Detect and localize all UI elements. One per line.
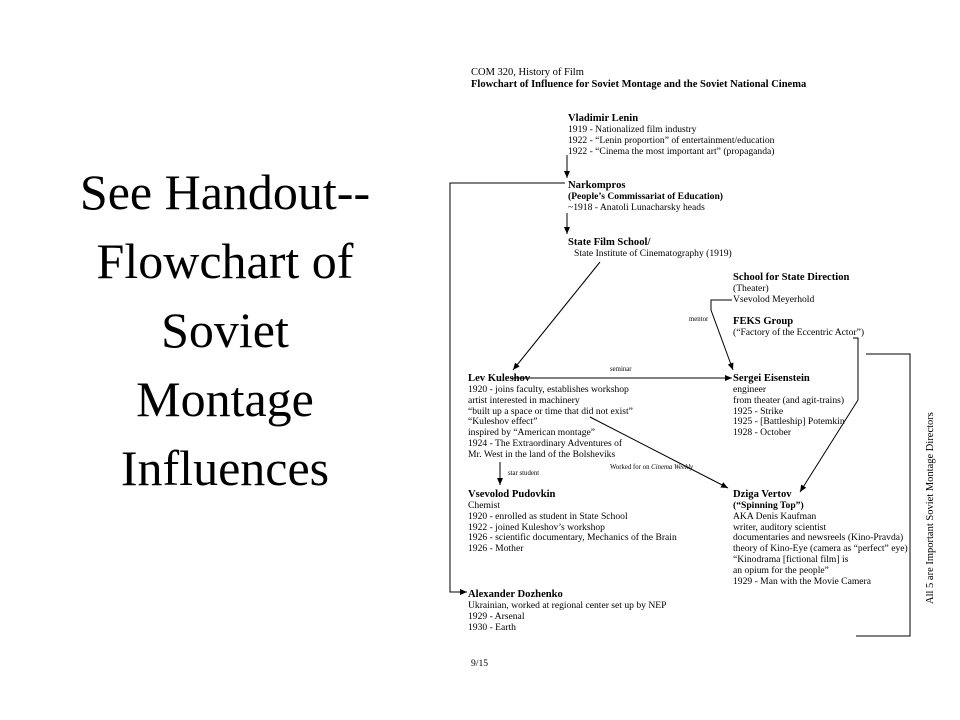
node-line: ~1918 - Anatoli Lunacharsky heads	[568, 201, 705, 213]
title-line: Flowchart of	[96, 233, 354, 289]
title-line: Montage	[136, 371, 314, 427]
node-name: Sergei Eisenstein	[733, 373, 810, 384]
handout-header	[471, 67, 806, 91]
edge-label-publication: Cinema Weekly	[651, 464, 694, 471]
node-line: 1930 - Earth	[468, 621, 516, 633]
node-line: artist interested in machinery	[468, 394, 580, 406]
title-line: Influences	[120, 440, 330, 496]
node-line: 1926 - Mother	[468, 543, 524, 555]
node-name: FEKS Group	[733, 316, 794, 327]
node-line: Ukrainian, worked at regional center set up by NEP	[468, 600, 667, 611]
node-line: “built up a space or time that did not exist”	[468, 405, 633, 417]
edge-label-seminar: seminar	[610, 366, 632, 373]
node-name: Alexander Dozhenko	[468, 589, 563, 600]
node-line: State Institute of Cinematography (1919)	[574, 248, 732, 259]
node-state-direction	[733, 271, 849, 306]
node-name: Vsevolod Pudovkin	[468, 489, 556, 500]
node-line: 1922 - joined Kuleshov’s workshop	[468, 521, 605, 533]
node-name: Dziga Vertov	[733, 489, 792, 500]
node-kuleshov	[468, 372, 633, 461]
node-line: 1922 - “Lenin proportion” of entertainment/education	[568, 134, 775, 146]
node-name: Lev Kuleshov	[468, 373, 531, 384]
node-name: Vladimir Lenin	[568, 113, 639, 124]
node-lenin	[568, 112, 774, 157]
node-line: engineer	[733, 384, 767, 395]
arrow-meyerhold-eisenstein	[711, 300, 733, 370]
node-line: writer, auditory scientist	[733, 521, 827, 533]
node-line: 1925 - Strike	[733, 405, 784, 417]
node-line: from theater (and agit-trains)	[733, 394, 845, 406]
arrow-filmschool-kuleshov	[513, 262, 600, 370]
node-eisenstein	[733, 372, 845, 439]
node-line: Vsevolod Meyerhold	[733, 293, 815, 305]
edge-label-text: Worked for on	[610, 464, 650, 471]
node-line: 1929 - Man with the Movie Camera	[733, 575, 872, 587]
node-name: State Film School/	[568, 237, 651, 248]
node-line: 1920 - joins faculty, establishes workshop	[468, 384, 629, 395]
node-line: “Kuleshov effect”	[468, 416, 538, 428]
node-line: Mr. West in the land of the Bolsheviks	[468, 448, 616, 460]
node-line: 1928 - October	[733, 427, 792, 439]
node-line: 1929 - Arsenal	[468, 610, 525, 622]
node-line: 1924 - The Extraordinary Adventures of	[468, 437, 623, 449]
node-narkompros	[568, 179, 723, 214]
node-line: (Theater)	[733, 283, 769, 294]
node-name: Narkompros	[568, 180, 626, 191]
node-film-school	[568, 236, 732, 260]
node-line: “Kinodrama [fictional film] is	[733, 553, 849, 565]
handout-title: Flowchart of Influence for Soviet Montage and the Soviet National Cinema	[471, 79, 807, 90]
side-note: All 5 are Important Soviet Montage Directors	[925, 412, 936, 604]
node-name: School for State Direction	[733, 272, 850, 283]
node-vertov	[733, 488, 908, 587]
node-line: 1926 - scientific documentary, Mechanics of the Brain	[468, 532, 677, 544]
node-line: theory of Kino-Eye (camera as “perfect” eye)	[733, 543, 908, 555]
title-line: Soviet	[161, 302, 289, 358]
course-label: COM 320, History of Film	[471, 67, 584, 78]
edge-label-worked-for	[610, 464, 693, 471]
node-line: 1922 - “Cinema the most important art” (propaganda)	[568, 145, 775, 157]
node-line: AKA Denis Kaufman	[733, 510, 817, 522]
edge-label-star-student: star student	[508, 470, 540, 477]
node-pudovkin	[468, 488, 677, 555]
node-feks	[733, 315, 864, 339]
node-line: 1919 - Nationalized film industry	[568, 124, 697, 135]
node-line: inspired by “American montage”	[468, 427, 596, 439]
page-number: 9/15	[471, 658, 489, 669]
node-line: 1925 - [Battleship] Potemkin	[733, 416, 845, 428]
edge-label-mentor: mentor	[689, 316, 709, 323]
node-line: 1920 - enrolled as student in State School	[468, 510, 628, 522]
node-line: (“Factory of the Eccentric Actor”)	[733, 327, 865, 338]
node-line: Chemist	[468, 500, 500, 511]
node-subtitle: (People’s Commissariat of Education)	[568, 191, 723, 202]
node-line: an opium for the people”	[733, 564, 829, 576]
node-dozhenko	[468, 588, 666, 633]
node-line: documentaries and newsreels (Kino-Pravda)	[733, 532, 904, 544]
title-line: See Handout--	[79, 164, 371, 220]
node-subtitle: (“Spinning Top”)	[733, 500, 804, 511]
